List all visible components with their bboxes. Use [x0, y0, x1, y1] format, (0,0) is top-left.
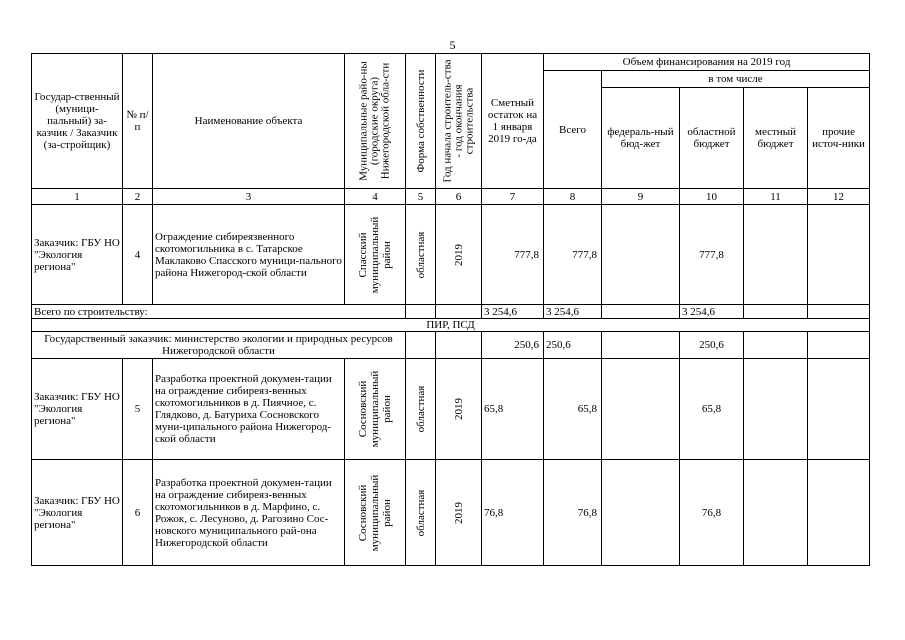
- row-local: [744, 359, 808, 460]
- row-object-name: Ограждение сибиреязвенного скотомогильника в с. Татарское Маклаково Спасского муници-пального района Нижегород-ской области: [153, 205, 345, 305]
- empty-cell: [808, 305, 870, 319]
- row-federal: [602, 460, 680, 566]
- row-balance: 65,8: [482, 359, 544, 460]
- row-balance: 777,8: [482, 205, 544, 305]
- total-regional: 3 254,6: [680, 305, 744, 319]
- col-number: 4: [345, 189, 406, 205]
- row-federal: [602, 359, 680, 460]
- col-number: 12: [808, 189, 870, 205]
- row-customer: Заказчик: ГБУ НО "Экология региона": [32, 205, 123, 305]
- row-total: 76,8: [544, 460, 602, 566]
- gov-customer-row: [32, 332, 870, 359]
- header-regional: областной бюджет: [680, 88, 744, 189]
- row-number: 6: [123, 460, 153, 566]
- row-regional: 76,8: [680, 460, 744, 566]
- page-number: 5: [449, 38, 456, 52]
- empty-cell: [602, 332, 680, 359]
- header-estimated-balance: Сметный остаток на 1 января 2019 го-да: [482, 54, 544, 189]
- row-district: Спасский муниципальный район: [345, 205, 406, 305]
- header-ownership: Форма собственности: [406, 54, 436, 189]
- row-customer: Заказчик: ГБУ НО "Экология региона": [32, 359, 123, 460]
- row-total: 777,8: [544, 205, 602, 305]
- header-municipal-district: Муниципальные райо-ны (городские округа) Нижегородской обла-сти: [345, 54, 406, 189]
- row-object-name: Разработка проектной докумен-тации на ограждение сибиреяз-венных скотомогильников в д. Пиячное, с. Глядково, д. Батуриха Сосновского муни-ципального района Нижегород-ской области: [153, 359, 345, 460]
- table-row: [32, 205, 870, 305]
- col-number: 5: [406, 189, 436, 205]
- empty-cell: [602, 305, 680, 319]
- col-number: 1: [32, 189, 123, 205]
- total-construction-label: Всего по строительству:: [32, 305, 406, 319]
- empty-cell: [808, 332, 870, 359]
- table-row: [32, 460, 870, 566]
- header-number: № п/п: [123, 54, 153, 189]
- empty-cell: [436, 305, 482, 319]
- col-number: 10: [680, 189, 744, 205]
- row-year: 2019: [436, 359, 482, 460]
- gov-customer-label: Государственный заказчик: министерство экологии и природных ресурсов Нижегородской области: [32, 332, 406, 359]
- col-number: 2: [123, 189, 153, 205]
- row-object-name: Разработка проектной докумен-тации на ограждение сибиреяз-венных скотомогильников в д. Марфино, с. Рожок, с. Лесуново, д. Рагозино Сос-новского муниципального рай-она Нижегородской области: [153, 460, 345, 566]
- row-year: 2019: [436, 460, 482, 566]
- section-row: [32, 319, 870, 332]
- row-district: Сосновский муниципальный район: [345, 359, 406, 460]
- row-other: [808, 205, 870, 305]
- gov-total: 250,6: [544, 332, 602, 359]
- row-district: Сосновский муниципальный район: [345, 460, 406, 566]
- column-numbers-row: [32, 189, 870, 205]
- col-number: 7: [482, 189, 544, 205]
- header-object-name: Наименование объекта: [153, 54, 345, 189]
- header-customer: Государ-ственный (муници-пальный) за-казчик / Заказчик (за-стройщик): [32, 54, 123, 189]
- total-total: 3 254,6: [544, 305, 602, 319]
- row-local: [744, 460, 808, 566]
- header-other: прочие источ-ники: [808, 88, 870, 189]
- col-number: 3: [153, 189, 345, 205]
- row-balance: 76,8: [482, 460, 544, 566]
- gov-balance: 250,6: [482, 332, 544, 359]
- header-total: Всего: [544, 71, 602, 189]
- row-total: 65,8: [544, 359, 602, 460]
- row-number: 4: [123, 205, 153, 305]
- row-customer: Заказчик: ГБУ НО "Экология региона": [32, 460, 123, 566]
- row-ownership: областная: [406, 205, 436, 305]
- row-year: 2019: [436, 205, 482, 305]
- row-ownership: областная: [406, 359, 436, 460]
- row-regional: 65,8: [680, 359, 744, 460]
- empty-cell: [406, 305, 436, 319]
- col-number: 11: [744, 189, 808, 205]
- row-other: [808, 359, 870, 460]
- col-number: 9: [602, 189, 680, 205]
- empty-cell: [744, 332, 808, 359]
- empty-cell: [406, 332, 436, 359]
- header-including: в том числе: [602, 71, 870, 88]
- row-other: [808, 460, 870, 566]
- row-federal: [602, 205, 680, 305]
- row-ownership: областная: [406, 460, 436, 566]
- header-years: Год начала строитель-ства - год окончания строительства: [436, 54, 482, 189]
- header-financing-group: Объем финансирования на 2019 год: [544, 54, 870, 71]
- col-number: 6: [436, 189, 482, 205]
- row-local: [744, 205, 808, 305]
- table-row: [32, 359, 870, 460]
- col-number: 8: [544, 189, 602, 205]
- header-local: местный бюджет: [744, 88, 808, 189]
- header-federal: федераль-ный бюд-жет: [602, 88, 680, 189]
- row-regional: 777,8: [680, 205, 744, 305]
- total-construction-row: [32, 305, 870, 319]
- row-number: 5: [123, 359, 153, 460]
- section-title: ПИР, ПСД: [32, 319, 870, 332]
- empty-cell: [744, 305, 808, 319]
- gov-regional: 250,6: [680, 332, 744, 359]
- empty-cell: [436, 332, 482, 359]
- financing-table: [31, 53, 870, 566]
- total-balance: 3 254,6: [482, 305, 544, 319]
